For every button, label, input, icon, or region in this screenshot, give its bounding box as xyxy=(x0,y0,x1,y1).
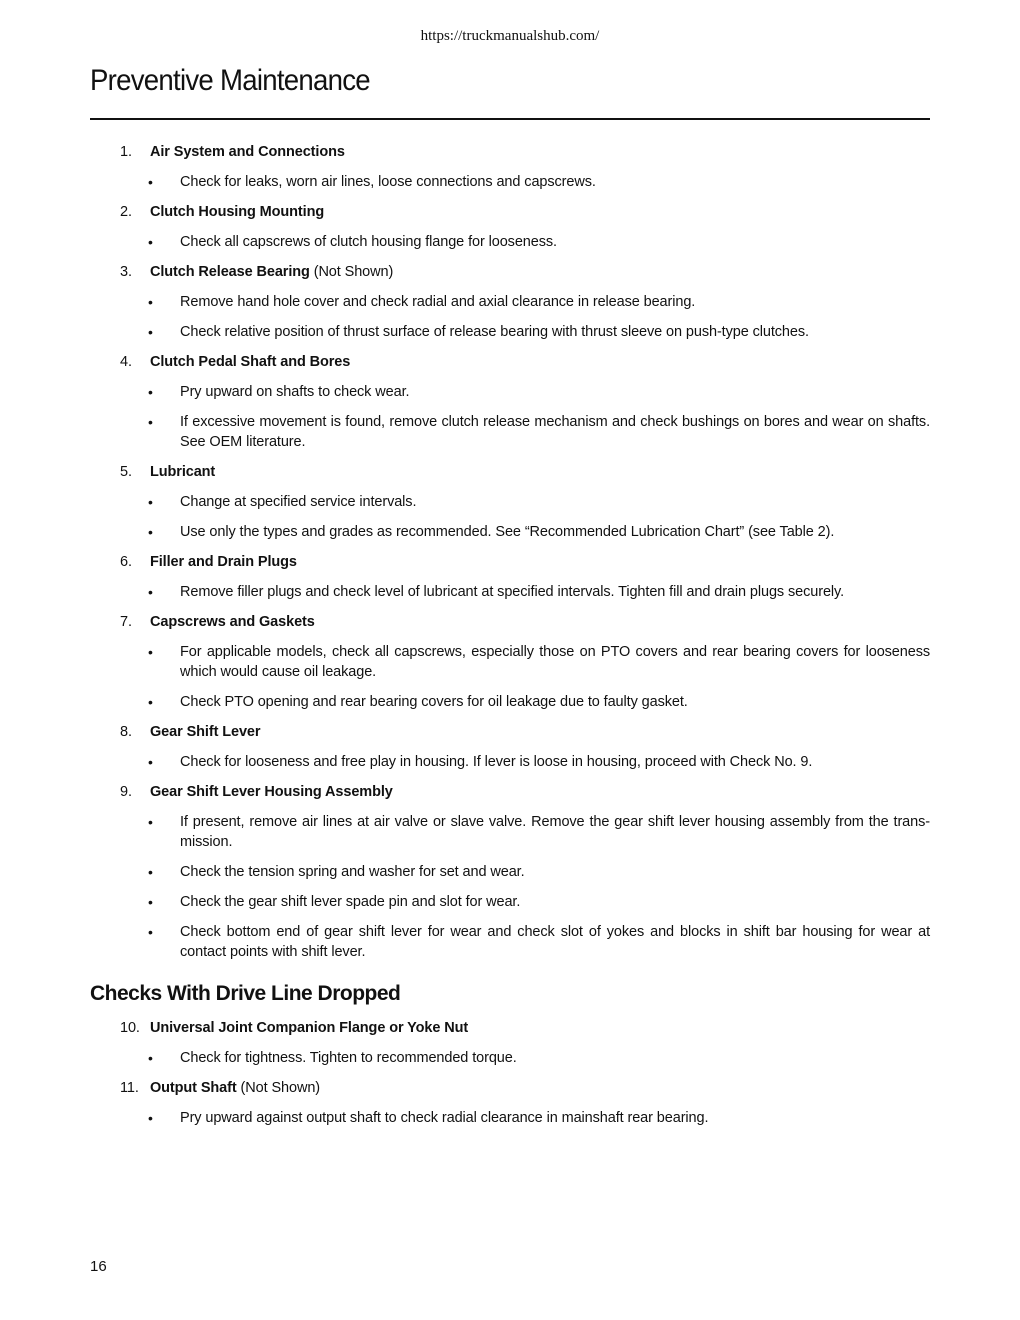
page-number: 16 xyxy=(90,1258,107,1275)
bullet-icon: • xyxy=(148,524,153,540)
bullet-icon: • xyxy=(148,584,153,600)
checklist-bullet xyxy=(90,1108,930,1128)
checklist-item xyxy=(90,1078,930,1098)
checklist-item xyxy=(90,352,930,372)
checklist-bullet xyxy=(90,582,930,602)
bullet-icon: • xyxy=(148,494,153,510)
title-divider xyxy=(90,118,930,120)
bullet-text: Check all capscrews of clutch housing flange for looseness. xyxy=(180,234,557,250)
bullet-icon: • xyxy=(148,1050,153,1066)
item-number: 9. xyxy=(120,784,132,800)
bullet-text: Remove filler plugs and check level of lubricant at specified intervals. Tighten fill and drain plugs securely. xyxy=(180,584,845,600)
bullet-text: If excessive movement is found, remove clutch release mechanism and check bushings on bores and wear on shafts. See OEM literature. xyxy=(180,414,930,450)
bullet-text: Change at specified service intervals. xyxy=(180,494,417,510)
item-heading: Universal Joint Companion Flange or Yoke Nut xyxy=(150,1020,469,1036)
item-note: (Not Shown) xyxy=(236,1080,321,1096)
checklist-bullet xyxy=(90,412,930,452)
checklist-item xyxy=(90,262,930,282)
item-number: 8. xyxy=(120,724,132,740)
bullet-text: For applicable models, check all capscrews, especially those on PTO covers and rear bearing covers for looseness which would cause oil leakage. xyxy=(180,644,930,680)
item-number: 6. xyxy=(120,554,132,570)
item-number: 2. xyxy=(120,204,132,220)
bullet-text: Check relative position of thrust surface of release bearing with thrust sleeve on push-type clutches. xyxy=(180,324,809,340)
checklist-bullet xyxy=(90,892,930,912)
bullet-text: Check for leaks, worn air lines, loose connections and capscrews. xyxy=(180,174,596,190)
item-heading: Gear Shift Lever xyxy=(150,724,261,740)
page-title: Preventive Maintenance xyxy=(90,64,370,97)
bullet-text: Pry upward on shafts to check wear. xyxy=(180,384,410,400)
checklist-bullet xyxy=(90,172,930,192)
checklist-bullet xyxy=(90,752,930,772)
bullet-text: Pry upward against output shaft to check radial clearance in mainshaft rear bearing. xyxy=(180,1110,709,1126)
bullet-icon: • xyxy=(148,234,153,250)
item-heading: Output Shaft xyxy=(150,1080,237,1096)
checklist-bullet xyxy=(90,292,930,312)
bullet-icon: • xyxy=(148,324,153,340)
checklist-bullet xyxy=(90,692,930,712)
bullet-text: Check the tension spring and washer for set and wear. xyxy=(180,864,525,880)
bullet-icon: • xyxy=(148,644,153,660)
bullet-icon: • xyxy=(148,174,153,190)
checklist-bullet xyxy=(90,232,930,252)
checklist-item xyxy=(90,722,930,742)
checklist-bullet xyxy=(90,382,930,402)
item-number: 1. xyxy=(120,144,132,160)
checklist-bullet xyxy=(90,922,930,962)
checklist-bullet xyxy=(90,522,930,542)
bullet-icon: • xyxy=(148,1110,153,1126)
bullet-icon: • xyxy=(148,814,153,830)
item-heading: Capscrews and Gaskets xyxy=(150,614,315,630)
item-heading: Gear Shift Lever Housing Assembly xyxy=(150,784,393,800)
checklist-item xyxy=(90,142,930,162)
item-heading: Clutch Housing Mounting xyxy=(150,204,325,220)
checklist-bullet xyxy=(90,1048,930,1068)
bullet-text: If present, remove air lines at air valve or slave valve. Remove the gear shift lever housing assembly from the trans-mission. xyxy=(180,814,930,850)
bullet-text: Check for tightness. Tighten to recommended torque. xyxy=(180,1050,517,1066)
bullet-text: Check the gear shift lever spade pin and slot for wear. xyxy=(180,894,521,910)
bullet-text: Check bottom end of gear shift lever for wear and check slot of yokes and blocks in shift bar housing for wear at contact points with shift lever. xyxy=(180,924,930,960)
item-heading: Lubricant xyxy=(150,464,216,480)
checklist-section-1 xyxy=(90,142,930,962)
item-heading: Clutch Pedal Shaft and Bores xyxy=(150,354,351,370)
bullet-text: Remove hand hole cover and check radial and axial clearance in release bearing. xyxy=(180,294,696,310)
item-number: 5. xyxy=(120,464,132,480)
source-url: https://truckmanualshub.com/ xyxy=(420,28,600,44)
checklist-bullet xyxy=(90,492,930,512)
bullet-icon: • xyxy=(148,754,153,770)
item-number: 4. xyxy=(120,354,132,370)
bullet-icon: • xyxy=(148,414,153,430)
checklist-item xyxy=(90,202,930,222)
maintenance-checklist xyxy=(90,142,930,1138)
checklist-bullet xyxy=(90,862,930,882)
item-number: 10. xyxy=(120,1020,140,1036)
checklist-item xyxy=(90,1018,930,1038)
bullet-icon: • xyxy=(148,924,153,940)
item-heading: Clutch Release Bearing xyxy=(150,264,310,280)
bullet-icon: • xyxy=(148,694,153,710)
checklist-bullet xyxy=(90,322,930,342)
checklist-bullet xyxy=(90,812,930,852)
checklist-item xyxy=(90,552,930,572)
item-heading: Filler and Drain Plugs xyxy=(150,554,297,570)
bullet-text: Check PTO opening and rear bearing covers for oil leakage due to faulty gasket. xyxy=(180,694,688,710)
bullet-icon: • xyxy=(148,384,153,400)
bullet-icon: • xyxy=(148,894,153,910)
item-number: 7. xyxy=(120,614,132,630)
item-number: 3. xyxy=(120,264,132,280)
bullet-text: Use only the types and grades as recommended. See “Recommended Lubrication Chart” (see Table 2). xyxy=(180,524,835,540)
checklist-bullet xyxy=(90,642,930,682)
item-heading: Air System and Connections xyxy=(150,144,345,160)
checklist-item xyxy=(90,782,930,802)
bullet-text: Check for looseness and free play in housing. If lever is loose in housing, proceed with Check No. 9. xyxy=(180,754,813,770)
section-heading: Checks With Drive Line Dropped xyxy=(90,982,401,1005)
checklist-item xyxy=(90,462,930,482)
bullet-icon: • xyxy=(148,864,153,880)
item-note: (Not Shown) xyxy=(309,264,394,280)
item-number: 11. xyxy=(120,1080,139,1096)
bullet-icon: • xyxy=(148,294,153,310)
checklist-section-2 xyxy=(90,1018,930,1128)
checklist-item xyxy=(90,612,930,632)
